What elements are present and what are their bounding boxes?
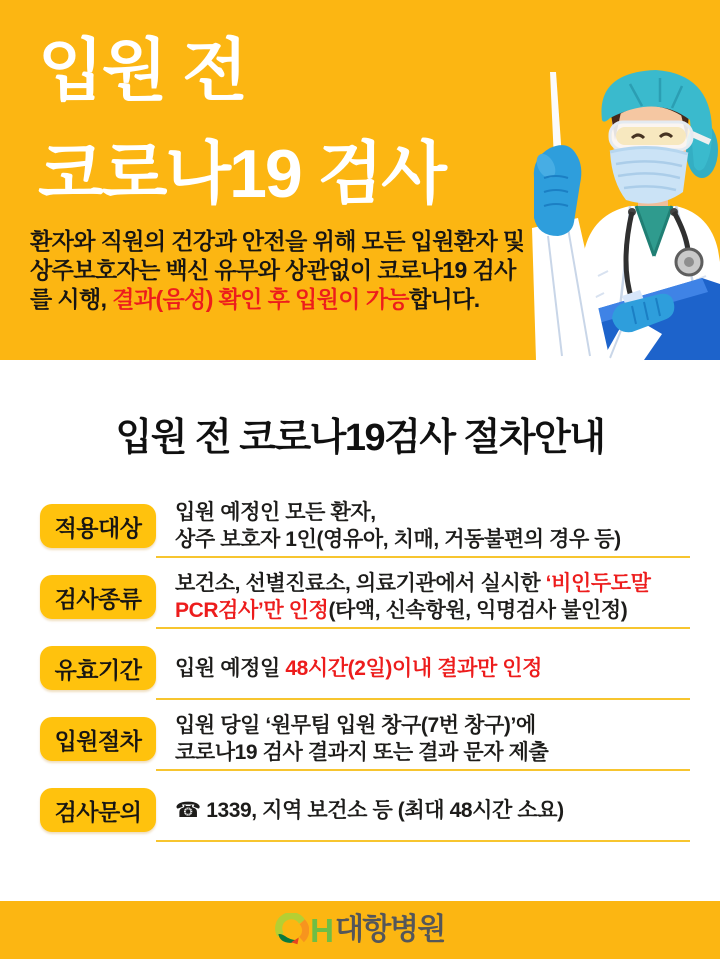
header-banner [0,0,720,360]
row-text-line [175,655,542,682]
row-text [175,797,564,824]
text-segment: 입원 당일 ‘원무팀 입원 창구(7번 창구)’에 [175,714,536,737]
procedure-row [40,494,690,558]
row-underline [156,840,690,842]
row-badge: 유효기간 [40,646,156,690]
row-text [175,655,542,682]
text-segment: 입원 예정인 모든 환자, [175,501,376,524]
row-badge: 적용대상 [40,504,156,548]
text-segment: 보건소, 선별진료소, 의료기관에서 실시한 [175,572,546,595]
doctor-illustration [510,66,720,360]
row-badge: 검사문의 [40,788,156,832]
highlight-red-text: 결과(음성) 확인 후 입원이 가능 [112,286,409,312]
row-text-line [175,797,564,824]
header-desc-line [30,227,560,256]
row-badge: 검사종류 [40,575,156,619]
text-segment: 합니다. [408,286,480,312]
highlight-red-text: 48시간(2일)이내 결과만 인정 [285,656,543,680]
text-segment: (타액, 신속항원, 익명검사 불인정) [328,599,628,622]
text-segment: 코로나19 검사 결과지 또는 결과 문자 제출 [175,741,549,764]
row-underline [156,698,690,700]
procedure-row [40,565,690,629]
row-underline [156,769,690,771]
logo-letter-h: H [310,911,334,949]
procedure-row [40,636,690,700]
row-text-line [175,597,651,624]
row-text-line [175,712,548,739]
header-desc-line [30,285,560,314]
dh-logo-icon [275,913,309,947]
logo-hospital-name: 대항병원 [334,913,445,946]
procedure-row [40,778,690,842]
poster-title-line2: 코로나19 검사 [38,136,445,212]
hospital-logo [275,913,445,947]
text-segment: 상주보호자는 백신 유무와 상관없이 코로나19 검사 [30,257,516,283]
header-desc [30,227,560,314]
highlight-red-text: ‘비인두도말 [545,572,651,595]
row-text-line [175,499,621,526]
procedure-row [40,707,690,771]
section-title: 입원 전 코로나19검사 절차안내 [115,417,605,459]
row-text [175,712,548,766]
text-segment: 를 시행, [30,286,113,312]
text-segment: 입원 예정일 [175,656,286,680]
highlight-red-text: PCR검사’만 인정 [175,599,329,622]
poster-title [38,20,445,226]
row-text [175,570,651,624]
text-segment: 상주 보호자 1인(영유아, 치매, 거동불편의 경우 등) [175,528,621,551]
footer-band [0,901,720,959]
procedure-rows [40,494,690,844]
text-segment: ☎ 1339, 지역 보건소 등 (최대 48시간 소요) [175,798,564,822]
row-text-line [175,570,651,597]
row-underline [156,556,690,558]
row-underline [156,627,690,629]
text-segment: 환자와 직원의 건강과 안전을 위해 모든 입원환자 및 [30,228,525,254]
header-desc-line [30,256,560,285]
row-text [175,499,621,553]
poster-title-line1: 입원 전 [38,33,246,109]
row-text-line [175,526,621,553]
row-text-line [175,739,548,766]
row-badge: 입원절차 [40,717,156,761]
